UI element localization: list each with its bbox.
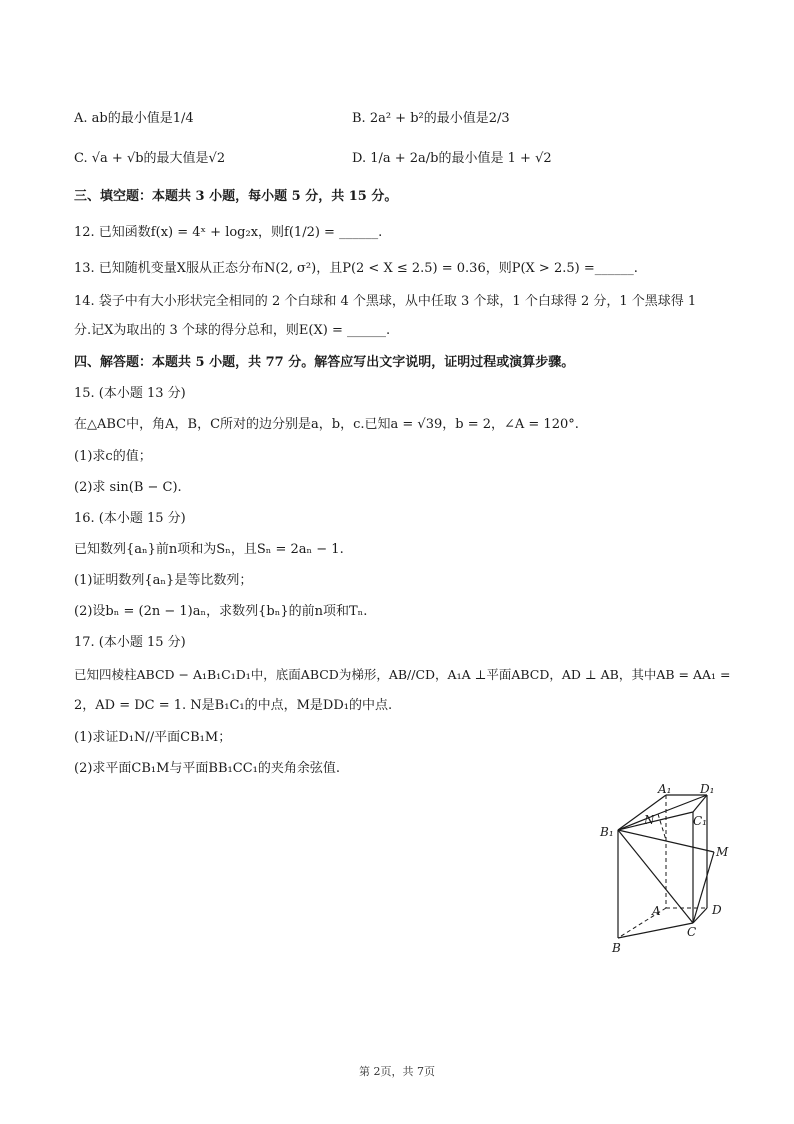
section-3-heading: 三、填空题：本题共 3 小题，每小题 5 分，共 15 分。: [74, 189, 398, 204]
question-15-part-1: (1)求c的值；: [74, 449, 152, 464]
option-c: C. √a + √b的最大值是√2: [74, 151, 226, 166]
option-b: B. 2a² + b²的最小值是2/3: [352, 111, 510, 126]
question-17-stem-1: 已知四棱柱ABCD − A₁B₁C₁D₁中，底面ABCD为梯形，AB//CD，A₁A ⊥平面ABCD，AD ⊥ AB，其中AB = AA₁ =: [74, 667, 731, 682]
option-a: A. ab的最小值是1/4: [74, 111, 194, 126]
question-17-stem-2: 2，AD = DC = 1. N是B₁C₁的中点，M是DD₁的中点.: [74, 698, 393, 713]
prism-figure: [590, 780, 750, 960]
label-c1: C₁: [693, 814, 707, 828]
question-16-stem: 已知数列{aₙ}前n项和为Sₙ，且Sₙ = 2aₙ − 1.: [74, 542, 344, 557]
question-12: 12. 已知函数f(x) = 4ˣ + log₂x，则f(1/2) = ______.: [74, 225, 383, 240]
question-13: 13. 已知随机变量X服从正态分布N(2, σ²)，且P(2 < X ≤ 2.5) = 0.36，则P(X > 2.5) =______.: [74, 261, 638, 276]
question-17-part-2: (2)求平面CB₁M与平面BB₁CC₁的夹角余弦值.: [74, 761, 340, 776]
label-d: D: [712, 903, 722, 917]
page-footer: 第 2页，共 7页: [359, 1065, 435, 1078]
option-d: D. 1/a + 2a/b的最小值是 1 + √2: [352, 151, 552, 166]
question-17-title: 17. (本小题 15 分): [74, 635, 186, 650]
label-m: M: [716, 845, 729, 859]
label-c: C: [687, 925, 697, 939]
label-n: N: [644, 813, 655, 827]
label-d1: D₁: [700, 782, 715, 796]
label-a: A: [652, 904, 661, 918]
question-15-stem: 在△ABC中，角A，B，C所对的边分别是a，b，c.已知a = √39，b = 2，∠A = 120°.: [74, 417, 579, 432]
label-b: B: [612, 941, 621, 955]
question-16-part-2: (2)设bₙ = (2n − 1)aₙ，求数列{bₙ}的前n项和Tₙ.: [74, 604, 368, 619]
section-4-heading: 四、解答题：本题共 5 小题，共 77 分。解答应写出文字说明，证明过程或演算步骤。: [74, 355, 575, 370]
question-14-line-1: 14. 袋子中有大小形状完全相同的 2 个白球和 4 个黑球，从中任取 3 个球，1 个白球得 2 分，1 个黑球得 1: [74, 294, 697, 309]
question-17-part-1: (1)求证D₁N//平面CB₁M；: [74, 730, 232, 745]
question-16-title: 16. (本小题 15 分): [74, 511, 186, 526]
question-16-part-1: (1)证明数列{aₙ}是等比数列；: [74, 573, 253, 588]
question-14-line-2: 分.记X为取出的 3 个球的得分总和，则E(X) = ______.: [74, 323, 391, 338]
question-15-title: 15. (本小题 13 分): [74, 386, 186, 401]
label-a1: A₁: [658, 782, 672, 796]
question-15-part-2: (2)求 sin(B − C).: [74, 480, 182, 495]
label-b1: B₁: [600, 825, 614, 839]
